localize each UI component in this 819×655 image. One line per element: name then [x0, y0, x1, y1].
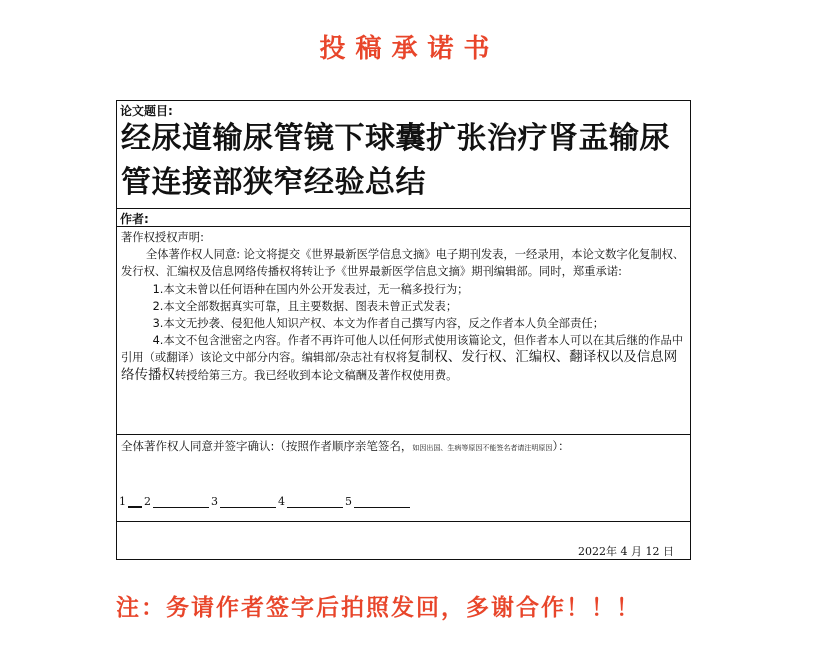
signature-section — [117, 435, 690, 525]
declaration-section — [117, 227, 690, 435]
signature-slot-1[interactable]: 1 — [119, 495, 144, 508]
declaration-item-1: 1.本文未曾以任何语种在国内外公开发表过，无一稿多投行为； — [152, 282, 469, 296]
signature-slot-5[interactable]: 5 — [345, 495, 412, 508]
declaration-item-3: 3.本文无抄袭、侵犯他人知识产权、本文为作者自己撰写内容，反之作者本人负全部责任； — [152, 317, 604, 331]
divider — [117, 521, 690, 522]
signature-slot-3[interactable]: 3 — [211, 495, 278, 508]
footer-note: 注：务请作者签字后拍照发回，多谢合作！！！ — [116, 595, 641, 621]
commitment-form — [116, 100, 691, 560]
declaration-intro: 全体著作权人同意: 论文将提交《世界最新医学信息文摘》电子期刊发表，一经录用，本论文数字化复制权、发行权、汇编权及信息网络传播权将转让予《世界最新医学信息文摘》期刊编辑部。同时，郑重承诺: — [121, 248, 685, 279]
title-label: 论文题目: — [120, 104, 173, 118]
rights-emphasis: 复制权、发行权、汇编权、翻译权以及信息网络传播权 — [121, 349, 678, 383]
paper-title-row — [117, 101, 690, 209]
signature-lines — [119, 495, 412, 508]
paper-title: 经尿道输尿管镜下球囊扩张治疗肾盂输尿管连接部狭窄经验总结 — [121, 121, 670, 200]
signature-slot-4[interactable]: 4 — [278, 495, 345, 508]
signature-note: 如因出国、生病等原因不能签名者请注明原因 — [412, 444, 553, 452]
signature-slot-2[interactable]: 2 — [144, 495, 211, 508]
author-label: 作者: — [120, 212, 149, 226]
page-title: 投稿承诺书 — [319, 34, 500, 64]
author-row — [117, 209, 690, 227]
signing-date: 2022年 4 月 12 日 — [578, 545, 674, 558]
signature-instruction: 全体著作权人同意并签字确认:（按照作者顺序亲笔签名，如因出国、生病等原因不能签名者请注明原因）： — [121, 439, 570, 453]
declaration-item-2: 2.本文全部数据真实可靠，且主要数据、图表未曾正式发表； — [152, 299, 458, 313]
declaration-item-4: 4.本文不包含泄密之内容。作者不再许可他人以任何形式使用该篇论文，但作者本人可以在其后继的作品中引用（或翻译）该论文中部分内容。编辑部/杂志社有权将复制权、发行权、汇编权、翻译权以及信息网络传播权转授给第三方。我已经收到本论文稿酬及著作权使用费。 — [121, 334, 684, 383]
declaration-heading: 著作权授权声明: — [121, 231, 204, 244]
